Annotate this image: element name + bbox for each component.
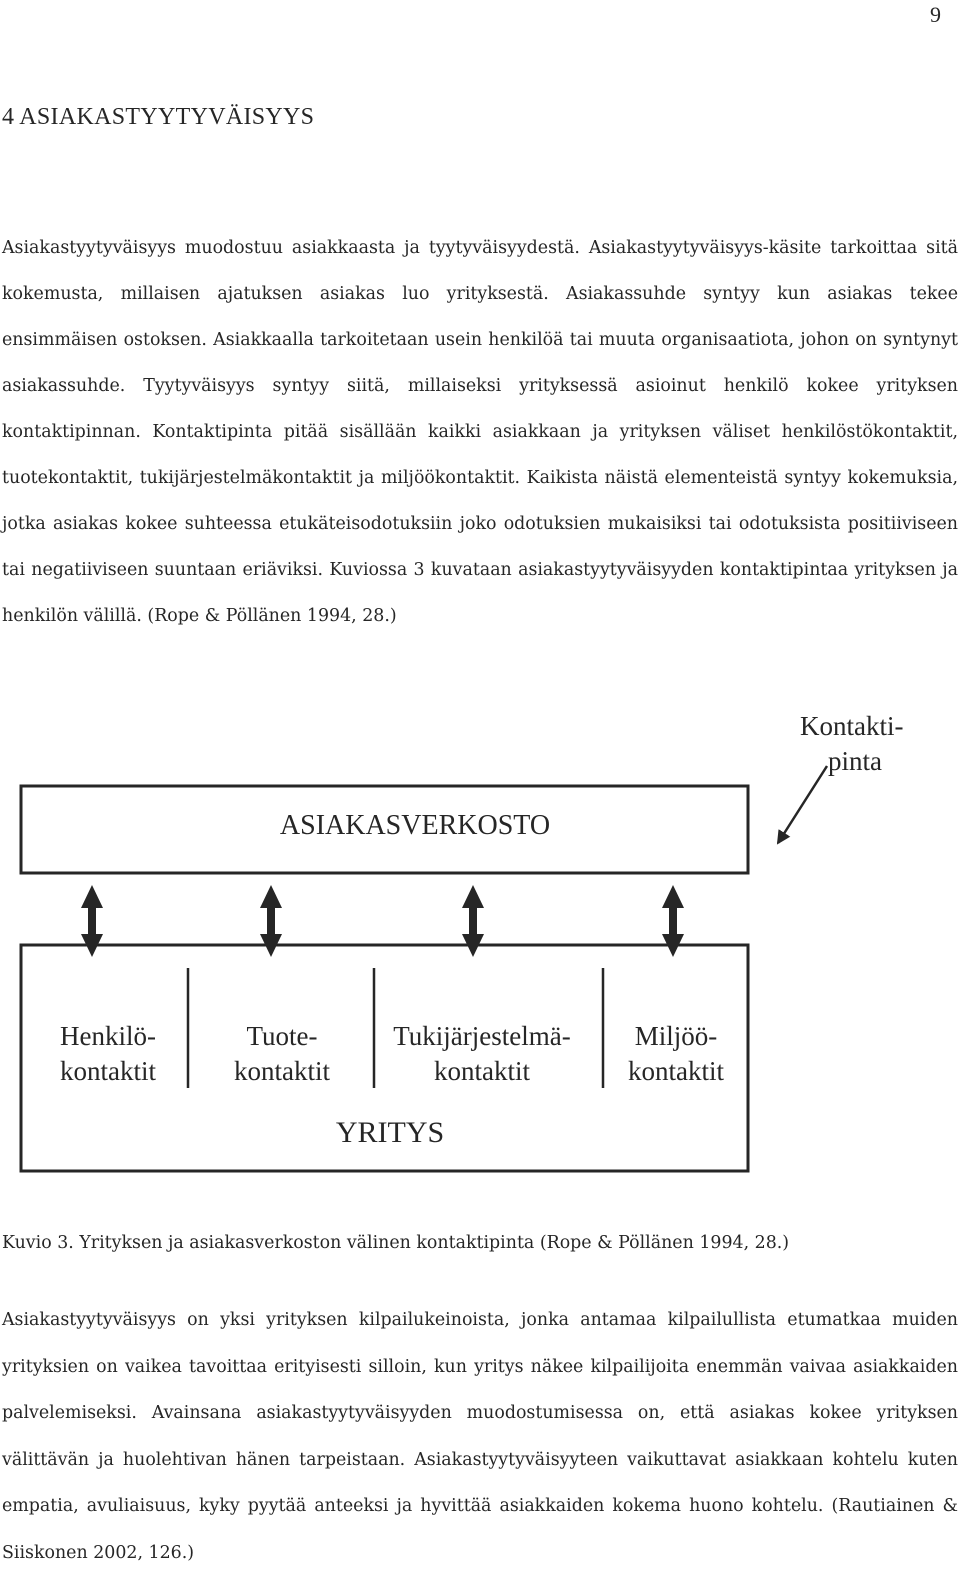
product-contacts-line2: kontaktit [234, 1056, 330, 1086]
contact-surface-diagram [0, 680, 960, 1210]
customer-network-label: ASIAKASVERKOSTO [279, 810, 551, 841]
body-paragraph-1: Asiakastyytyväisyys muodostuu asiakkaasta ja tyytyväisyydestä. Asiakastyytyväisyys-käsite tarkoittaa sitä kokemusta, millaisen ajatuksen asiakas luo yrityksestä. Asiakassuhde syntyy kun asiakas tekee ensimmäisen ostoksen. Asiakkaalla tarkoitetaan usein henkilöä tai muuta organisaatiota, johon on syntynyt asiakassuhde. Tyytyväisyys syntyy siitä, millaiseksi yrityksessä asioinut henkilö kokee yrityksen kontaktipinnan. Kontaktipinta pitää sisällään kaikki asiakkaan ja yrityksen väliset henkilöstökontaktit, tuotekontaktit, tukijärjestelmäkontaktit ja miljöökontaktit. Kaikista näistä elementeistä syntyy kokemuksia, jotka asiakas kokee suhteessa etukäteisodotuksiin joko odotuksien mukaisiksi tai odotuksista positiiviseen tai negatiiviseen suuntaan eriäviksi. Kuviossa 3 kuvataan asiakastyytyväisyyden kontaktipintaa yrityksen ja henkilön välillä. (Rope & Pöllänen 1994, 28.) [2, 238, 958, 626]
pointer-arrow [778, 766, 827, 843]
chapter-heading: 4 ASIAKASTYYTYVÄISYYS [2, 104, 315, 130]
pointer-label-line2: pinta [828, 746, 882, 776]
page-number: 9 [930, 2, 941, 27]
product-contacts-line1: Tuote- [246, 1021, 318, 1051]
personnel-contacts-line1: Henkilö- [60, 1021, 156, 1051]
support-system-contacts-line2: kontaktit [434, 1056, 530, 1086]
environment-contacts-line2: kontaktit [628, 1056, 724, 1086]
support-system-contacts-line1: Tukijärjestelmä- [393, 1021, 571, 1051]
environment-contacts-line1: Miljöö- [634, 1021, 718, 1051]
pointer-label-line1: Kontakti- [800, 711, 904, 741]
figure-caption: Kuvio 3. Yrityksen ja asiakasverkoston välinen kontaktipinta (Rope & Pöllänen 1994, 28.) [2, 1233, 790, 1253]
body-paragraph-2: Asiakastyytyväisyys on yksi yrityksen kilpailukeinoista, jonka antamaa kilpailullista etumatkaa muiden yrityksien on vaikea tavoittaa erityisesti silloin, kun yritys näkee kilpailijoita enemmän vaivaa asiakkaiden palvelemiseksi. Avainsana asiakastyytyväisyyden muodostumisessa on, että asiakas kokee yrityksen välittävän ja huolehtivan hänen tarpeistaan. Asiakastyytyväisyyteen vaikuttavat asiakkaan kohtelu kuten empatia, avuliaisuus, kyky pyytää anteeksi ja hyvittää asiakkaiden kokema huono kohtelu. (Rautiainen & Siiskonen 2002, 126.) [2, 1310, 958, 1563]
company-label: YRITYS [335, 1116, 445, 1149]
personnel-contacts-line2: kontaktit [60, 1056, 156, 1086]
